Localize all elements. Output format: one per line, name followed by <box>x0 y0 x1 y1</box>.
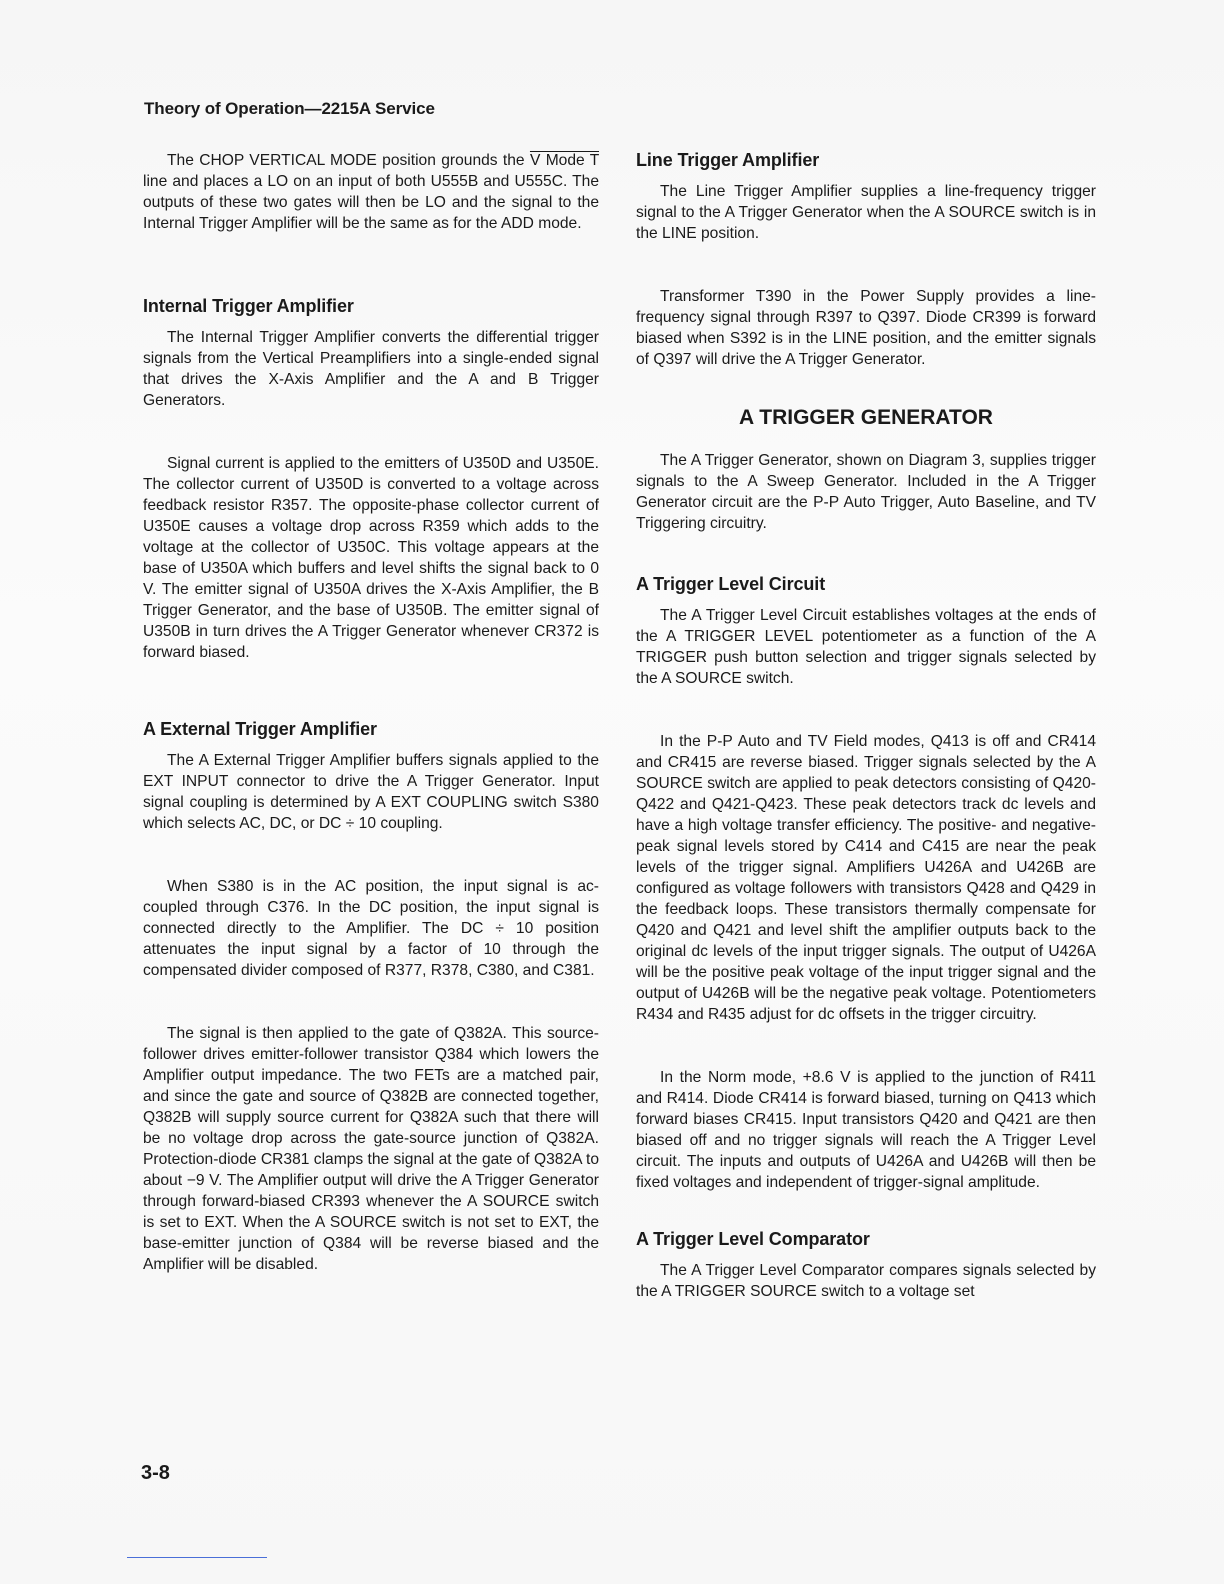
right-column <box>636 150 1096 1302</box>
line-trigger-heading: Line Trigger Amplifier <box>636 150 820 170</box>
line-trigger-paragraph-1: The Line Trigger Amplifier supplies a line-frequency trigger signal to the A Trigger Generator when the A SOURCE switch is in the LINE position. <box>636 183 1096 242</box>
external-trigger-paragraph-3: The signal is then applied to the gate of Q382A. This source-follower drives emitter-follower transistor Q384 which lowers the Amplifier output impedance. The two FETs are a matched pair, and since the gate and source of Q382B are connected together, Q382B will supply source current for Q382A such that there will be no voltage drop across the gate-source junction of Q382A. Protection-diode CR381 clamps the signal at the gate of Q382A to about −9 V. The Amplifier output will drive the A Trigger Generator through forward-biased CR393 whenever the A SOURCE switch is set to EXT. When the A SOURCE switch is not set to EXT, the base-emitter junction of Q384 will be reverse biased and the Amplifier will be disabled. <box>143 1025 599 1273</box>
section-title: A TRIGGER GENERATOR <box>739 406 993 429</box>
external-trigger-paragraph-1: The A External Trigger Amplifier buffers signals applied to the EXT INPUT connector to drive the A Trigger Generator. Input signal coupling is determined by A EXT COUPLING switch S380 which selects AC, DC, or DC ÷ 10 coupling. <box>143 752 599 832</box>
running-header: Theory of Operation—2215A Service <box>144 99 435 118</box>
trigger-level-paragraph-1: The A Trigger Level Circuit establishes voltages at the ends of the A TRIGGER LEVEL potentiometer as a function of the A TRIGGER push button selection and trigger signals selected by the A SOURCE switch. <box>636 607 1096 687</box>
internal-trigger-heading: Internal Trigger Amplifier <box>143 296 354 316</box>
trigger-level-paragraph-3: In the Norm mode, +8.6 V is applied to the junction of R411 and R414. Diode CR414 is forward biased, turning on Q413 which forward biases CR415. Input transistors Q420 and Q421 are then biased off and no trigger signals will reach the A Trigger Level circuit. The inputs and outputs of U426A and U426B will then be fixed voltages and independent of trigger-signal amplitude. <box>636 1069 1096 1191</box>
internal-trigger-paragraph-1: The Internal Trigger Amplifier converts the differential trigger signals from the Vertical Preamplifiers into a single-ended signal that drives the X-Axis Amplifier and the A and B Trigger Generators. <box>143 329 599 409</box>
chop-mode-text-rest: line and places a LO on an input of both U555B and U555C. The outputs of these two gates will then be LO and the signal to the Internal Trigger Amplifier will be the same as for the ADD mode. <box>143 173 599 232</box>
v-mode-signal-name: V Mode T <box>529 152 599 169</box>
internal-trigger-paragraph-2: Signal current is applied to the emitters of U350D and U350E. The collector current of U350D is converted to a voltage across feedback resistor R357. The opposite-phase collector current of U350E causes a voltage drop across R359 which adds to the voltage at the collector of U350C. This voltage appears at the base of U350A which buffers and level shifts the signal back to 0 V. The emitter signal of U350A drives the X-Axis Amplifier, the B Trigger Generator, and the base of U350B. The emitter signal of U350B in turn drives the A Trigger Generator whenever CR372 is forward biased. <box>143 455 599 661</box>
bottom-rule <box>127 1557 267 1558</box>
trigger-level-heading: A Trigger Level Circuit <box>636 574 826 594</box>
page-number: 3-8 <box>141 1462 170 1484</box>
trigger-generator-paragraph: The A Trigger Generator, shown on Diagram 3, supplies trigger signals to the A Sweep Generator. Included in the A Trigger Generator circuit are the P-P Auto Trigger, Auto Baseline, and TV Triggering circuitry. <box>636 452 1096 532</box>
line-trigger-paragraph-2: Transformer T390 in the Power Supply provides a line-frequency signal through R397 to Q397. Diode CR399 is forward biased when S392 is in the LINE position, and the emitter signals of Q397 will drive the A Trigger Generator. <box>636 288 1096 368</box>
external-trigger-paragraph-2: When S380 is in the AC position, the input signal is ac-coupled through C376. In the DC position, the input signal is connected directly to the Amplifier. The DC ÷ 10 position attenuates the input signal by a factor of 10 through the compensated divider composed of R377, R378, C380, and C381. <box>143 878 599 979</box>
chop-mode-paragraph <box>143 150 599 234</box>
level-comparator-paragraph: The A Trigger Level Comparator compares signals selected by the A TRIGGER SOURCE switch to a voltage set <box>636 1262 1096 1300</box>
trigger-level-paragraph-2: In the P-P Auto and TV Field modes, Q413 is off and CR414 and CR415 are reverse biased. Trigger signals selected by the A SOURCE switch are applied to peak detectors consisting of Q420-Q422 and Q421-Q423. These peak detectors track dc levels and have a high voltage transfer efficiency. The positive- and negative-peak signal levels stored by C414 and C415 are near the peak levels of the trigger signal. Amplifiers U426A and U426B are configured as voltage followers with transistors Q428 and Q429 in the feedback loops. These transistors thermally compensate for Q420 and Q421 and level shift the amplifier outputs back to the original dc levels of the input trigger signals. The output of U426A will be the positive peak voltage of the input trigger signal and the output of U426B will be the negative peak voltage. Potentiometers R434 and R435 adjust for dc offsets in the trigger circuitry. <box>636 733 1096 1023</box>
chop-mode-text: The CHOP VERTICAL MODE position grounds the <box>167 152 525 169</box>
external-trigger-heading: A External Trigger Amplifier <box>143 719 377 739</box>
left-column <box>143 150 599 1275</box>
level-comparator-heading: A Trigger Level Comparator <box>636 1229 870 1249</box>
